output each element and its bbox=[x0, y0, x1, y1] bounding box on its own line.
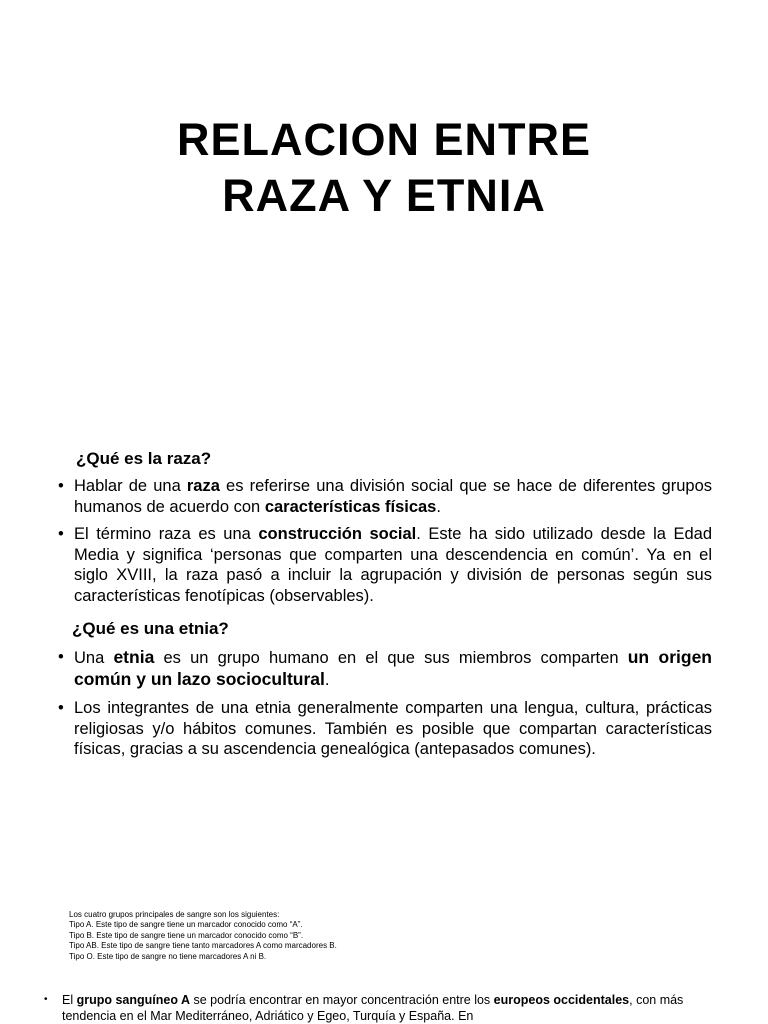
raza-term: raza bbox=[186, 477, 220, 495]
page-title bbox=[0, 112, 768, 224]
raza-section bbox=[58, 449, 712, 606]
grupo-sanguineo-a: grupo sanguíneo A bbox=[76, 993, 191, 1007]
etnia-term: etnia bbox=[113, 647, 155, 667]
etnia-bullet-2: • Los integrantes de una etnia generalmente comparten una lengua, cultura, prácticas religiosas y/o hábitos comunes. También es posible que compartan características físicas, gracias a su ascendencia genealógica (antepasados comunes). bbox=[58, 699, 712, 758]
caracteristicas-fisicas: características físicas bbox=[264, 497, 437, 516]
etnia-bullet-1: • Una etnia es un grupo humano en el que sus miembros comparten un origen común y un lazo sociocultural. bbox=[58, 647, 712, 689]
bullet-marker: • bbox=[58, 699, 64, 717]
etnia-question: ¿Qué es una etnia? bbox=[72, 619, 229, 638]
raza-bullet-1: • Hablar de una raza es referirse una división social que se hace de diferentes grupos humanos de acuerdo con características físicas. bbox=[58, 477, 712, 516]
bullet-marker: • bbox=[58, 477, 64, 495]
construccion-social: construcción social bbox=[258, 525, 417, 543]
bottom-paragraph: • El grupo sanguíneo A se podría encontrar en mayor concentración entre los europeos occidentales, con más tendencia en el Mar Mediterráneo, Adriático y Egeo, Turquía y España. En bbox=[44, 993, 684, 1023]
europeos-occidentales: europeos occidentales bbox=[493, 993, 630, 1007]
blood-group-notes bbox=[69, 910, 489, 962]
note-line: Tipo A. Este tipo de sangre tiene un marcador conocido como “A”. bbox=[69, 920, 303, 930]
bullet-marker: • bbox=[58, 648, 64, 666]
origen-comun: un origen común y un lazo sociocultural bbox=[74, 647, 712, 689]
title-line-1: RELACION ENTRE bbox=[176, 114, 591, 165]
title-line-2: RAZA Y ETNIA bbox=[222, 170, 546, 221]
etnia-section bbox=[58, 619, 712, 760]
bullet-marker: • bbox=[44, 994, 48, 1005]
note-line: Tipo B. Este tipo de sangre tiene un marcador conocido como “B”. bbox=[69, 930, 304, 940]
bullet-marker: • bbox=[58, 525, 64, 543]
note-line: Los cuatro grupos principales de sangre son los siguientes: bbox=[69, 910, 280, 919]
raza-bullet-2: • El término raza es una construcción social. Este ha sido utilizado desde la Edad Media y significa ‘personas que comparten una descendencia en común’. Ya en el siglo XVIII, la raza pasó a incluir la agrupación y división de personas según sus características fenotípicas (observables). bbox=[58, 525, 713, 605]
raza-question: ¿Qué es la raza? bbox=[76, 449, 212, 468]
note-line: Tipo O. Este tipo de sangre no tiene marcadores A ni B. bbox=[69, 951, 267, 961]
note-line: Tipo AB. Este tipo de sangre tiene tanto marcadores A como marcadores B. bbox=[69, 941, 337, 951]
